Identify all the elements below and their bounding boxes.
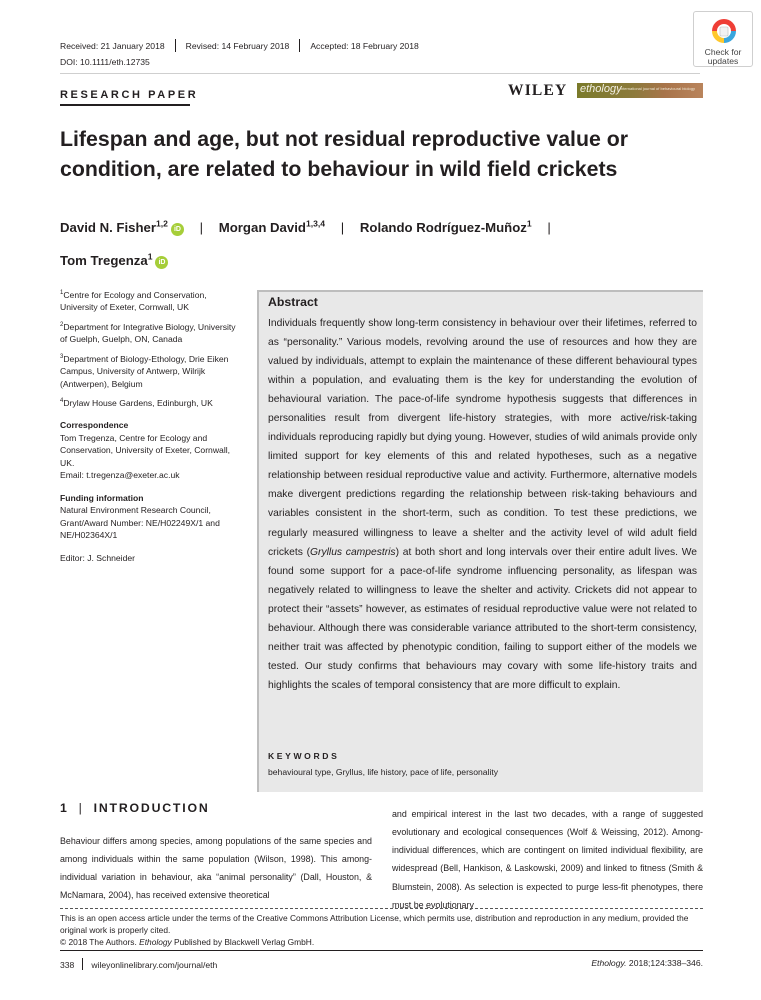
crossmark-icon xyxy=(710,17,738,45)
journal-url[interactable]: wileyonlinelibrary.com/journal/eth xyxy=(91,960,218,970)
affiliation: $^3$Department of Biology-Ethology, Drie Eiken Campus, University of Antwerp, Wilrijk (Antwerpen), Belgium xyxy=(60,353,229,389)
article-dates xyxy=(60,39,419,52)
journal-name: ethology xyxy=(580,83,622,95)
species-name: Gryllus campestris xyxy=(310,546,396,558)
funding-text: Natural Environment Research Council, Grant/Award Number: NE/H02249X/1 and NE/H02364X/1 xyxy=(60,505,220,541)
author-list xyxy=(60,210,563,275)
copyright-line: © 2018 The Authors. Ethology Published by Blackwell Verlag GmbH. xyxy=(60,937,315,948)
check-label: Check for xyxy=(704,47,742,57)
body-text-left-column: Behaviour differs among species, among populations of the same species and among individuals within the same population (Wilson, 1998). This among-individual variation in behaviour, aka “animal personality” (Dall, Houston, & McNamara, 2004), has received extensive theoretical xyxy=(60,836,372,901)
journal-banner-logo xyxy=(577,83,703,98)
abstract-box xyxy=(257,290,703,792)
page-footer xyxy=(60,958,703,970)
revised-date: Revised: 14 February 2018 xyxy=(185,40,290,51)
accepted-date: Accepted: 18 February 2018 xyxy=(310,40,419,51)
divider xyxy=(299,39,300,52)
journal-tagline: international journal of behavioural biology xyxy=(620,86,695,91)
publisher-logo: WILEY xyxy=(508,82,568,99)
author-name[interactable]: Tom Tregenza$^1$ xyxy=(60,251,153,268)
author-name[interactable]: Rolando Rodríguez-Muñoz$^1$ xyxy=(359,219,532,236)
divider xyxy=(60,950,703,951)
abstract-heading: Abstract xyxy=(268,295,318,309)
body-text-right-column: and empirical interest in the last two decades, with a range of suggested evolutionary and ecological consequences (Wolf & Weissing, 2012). Among-individual differences, which are contingent on limited individual flexibility, are widespread (Bell, Hankison, & Laskowski, 2009) and linked to fitness (Smith & Blumstein, 2008). As selection is expected to purge less-fit phenotypes, there must be evolutionary xyxy=(392,809,703,910)
orcid-icon[interactable]: iD xyxy=(155,256,168,269)
keywords-list: behavioural type, Gryllus, life history, pace of life, personality xyxy=(268,767,499,777)
page-number: 338 xyxy=(60,960,75,970)
check-for-updates-badge[interactable] xyxy=(693,11,753,67)
citation: Ethology. 2018;124:338–346. xyxy=(591,958,703,968)
divider xyxy=(82,958,83,970)
funding-heading: Funding information xyxy=(60,492,144,503)
affiliations-sidebar xyxy=(60,287,245,564)
divider xyxy=(175,39,176,52)
divider xyxy=(60,908,703,909)
author-separator: | xyxy=(340,220,345,236)
abstract-text: Individuals frequently show long-term consistency in behaviour over their lifetimes, referred to as “personality.” Various models, revolving around the use of resources and how they are valued by individuals, attempt to explain the maintenance of these different behavioural types within a population, and evaluating them is the key for understanding the evolution of behavioural variation. The pace-of-life syndrome hypothesis suggests that differences in personalities result from divergent life-history strategies, with more active/risk-taking individuals reproducing rapidly but dying young. However, studies of wild animals provide only limited support for key elements of this and related hypotheses, such as a negative relationship between residual reproductive value and activity. Furthermore, alternative models make divergent predictions regarding the relationship between risk-taking behaviours and variables consistent in the short-term, such as condition. To test these predictions, we regularly measured willingness to leave a shelter and the activity level of wild adult field crickets (Gryllus campestris) at both short and long intervals over their entire adult lives. We found some support for a pace-of-life syndrome influencing personality, as lifespan was negatively related to willingness to leave the shelter and activity. Crickets did not appear to protect their “assets” however, as estimates of residual reproductive value were not related to behaviour. Although there was considerable variance attributed to the short-term consistency, neither trait was affected by phenotypic condition, failing to support either of the models we tested. Our study confirms that behaviours may covary with some life-history traits and highlights the scales of temporal consistency that are more difficult to explain. xyxy=(268,318,697,691)
affiliation: $^2$Department for Integrative Biology, University of Guelph, Guelph, ON, Canada xyxy=(60,321,236,345)
affiliation: $^4$Drylaw House Gardens, Edinburgh, UK xyxy=(60,397,213,408)
divider xyxy=(257,290,259,792)
divider xyxy=(60,73,700,74)
author-name[interactable]: David N. Fisher$^{1,2}$ xyxy=(60,219,168,236)
correspondence-heading: Correspondence xyxy=(60,420,129,431)
affiliation: $^1$Centre for Ecology and Conservation, University of Exeter, Cornwall, UK xyxy=(60,289,207,313)
correspondence-text: Tom Tregenza, Centre for Ecology and Conservation, University of Exeter, Cornwall, UK. xyxy=(60,432,231,468)
article-title: Lifespan and age, but not residual reproductive value or condition, are related to behaviour in wild field crickets xyxy=(60,127,629,181)
correspondence-email[interactable]: Email: t.tregenza@exeter.ac.uk xyxy=(60,470,180,481)
doi[interactable]: DOI: 10.1111/eth.12735 xyxy=(60,57,150,67)
section-heading-introduction: 1 | INTRODUCTION xyxy=(60,801,210,815)
divider xyxy=(257,290,703,292)
updates-label: updates xyxy=(707,56,739,66)
author-separator: | xyxy=(547,220,551,236)
received-date: Received: 21 January 2018 xyxy=(60,40,165,51)
keywords-heading: KEYWORDS xyxy=(268,751,340,761)
article-type-label: RESEARCH PAPER xyxy=(60,89,199,101)
editor-line: Editor: J. Schneider xyxy=(60,552,135,563)
license-text: This is an open access article under the terms of the Creative Commons Attribution License, which permits use, distribution and reproduction in any medium, provided the original work is properly cited. xyxy=(60,913,689,936)
divider xyxy=(60,104,190,106)
orcid-icon[interactable]: iD xyxy=(171,223,184,236)
author-separator: | xyxy=(199,220,204,236)
license-notice xyxy=(60,912,703,948)
author-name[interactable]: Morgan David$^{1,3,4}$ xyxy=(218,219,326,236)
